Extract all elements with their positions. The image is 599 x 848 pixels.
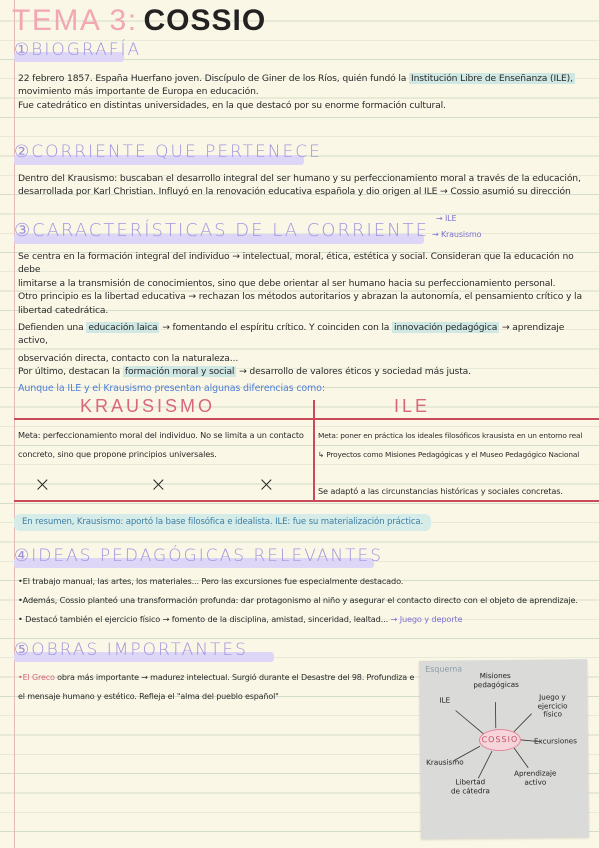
esquema-center-cossio: COSSIO: [479, 729, 521, 751]
title-tema: TEMA 3:: [12, 4, 138, 37]
krausismo-meta: Meta: perfeccionamiento moral del individuo. No se limita a un contacto: [18, 430, 304, 440]
node-juego: Juego y ejercicio físico: [537, 692, 568, 719]
section1-heading: ①BIOGRAFÍA: [14, 40, 142, 60]
section5-body: [18, 668, 416, 706]
node-misiones: Misiones pedagógicas: [473, 670, 519, 689]
node-libertad: Libertad de cátedra: [450, 777, 490, 796]
cross-mark-1: ×: [34, 472, 51, 496]
ile-meta: Meta: poner en práctica los ideales filosóficos krausista en un entorno real: [318, 431, 583, 440]
char-p6: observación directa, contacto con la naturaleza...: [18, 352, 239, 364]
obra-line1: obra más importante → madurez intelectual. Surgió durante el Desastre del 98. Profundiza e: [54, 673, 415, 682]
section2-heading: ②CORRIENTE QUE PERTENECE: [14, 142, 322, 162]
char-p2: limitarse a la transmisión de conocimientos, sino que debe orientar al ser humano hacia su perfeccionamiento personal.: [18, 277, 556, 289]
char-p4: libertad catedrática.: [18, 304, 109, 316]
obra-el-greco: El Greco: [22, 673, 55, 682]
char-laica-highlight: educación laica: [88, 322, 158, 334]
char-p1: Se centra en la formación integral del individuo → intelectual, moral, ética, estética y social. Consideran que la educación no debe: [18, 251, 574, 276]
obra-line2: el mensaje humano y estético. Refleja el "alma del pueblo español": [18, 692, 279, 701]
esquema-note: [419, 659, 589, 839]
section3-heading: ③CARACTERÍSTICAS DE LA CORRIENTE: [14, 220, 429, 241]
bio-line2: movimiento más importante de Europa en educación.: [18, 86, 259, 98]
krausismo-meta-2: concreto, sino que propone principios universales.: [18, 449, 217, 459]
ile-proyectos: ↳ Proyectos como Misiones Pedagógicas y el Museo Pedagógico Nacional: [318, 450, 580, 459]
char-formacion-highlight: formación moral y social: [124, 366, 235, 378]
char-p7c: → desarrollo de valores éticos y sociedad más justa.: [236, 366, 471, 378]
title-cossio: COSSIO: [143, 4, 267, 37]
idea-juego-deporte: → Juego y deporte: [388, 614, 463, 624]
summary-highlight: En resumen, Krausismo: aportó la base filosófica e idealista. ILE: fue su materialización práctica.: [14, 514, 431, 531]
node-aprendizaje: Aprendizaje activo: [513, 768, 557, 787]
section4-body: [18, 572, 598, 629]
obra-bullet: •: [18, 673, 23, 682]
bio-line3: Fue catedrático en distintas universidades, en la que destacó por su enorme formación cultural.: [18, 99, 446, 111]
char-innovacion-highlight: innovación pedagógica: [394, 322, 498, 334]
char-p7a: Por último, destacan la: [18, 366, 123, 378]
section3-body: [18, 250, 593, 379]
section2-body: [18, 172, 593, 199]
ile-adapto: Se adaptó a las circunstancias históricas y sociales concretas.: [318, 486, 563, 496]
arrow-krausismo: → Krausismo: [432, 230, 482, 239]
table-top-rule: [14, 418, 599, 420]
corriente-line2: desarrollada por Karl Christian. Influyó en la renovación educativa española y dio origen al ILE → Cossio asumió su dirección: [18, 186, 571, 198]
section1-body: [18, 72, 593, 112]
char-p5a: Defienden una: [18, 322, 87, 334]
bio-line1a: 22 febrero 1857. España Huerfano joven. Discípulo de Giner de los Ríos, quién fundó la: [18, 73, 410, 84]
bio-ile-highlight: Institución Libre de Enseñanza (ILE),: [411, 73, 573, 84]
ile-col-text: [318, 426, 598, 501]
char-p5e: → aprendizaje activo,: [18, 322, 565, 347]
idea-bullet-2: •Además, Cossio planteó una transformación profunda: dar protagonismo al niño y asegurar el contacto directo con el objeto de aprendizaje.: [18, 595, 578, 605]
esquema-title: Esquema: [425, 664, 463, 674]
idea-bullet-3: • Destacó también el ejercicio físico → fomento de la disciplina, amistad, sinceridad, lealtad...: [18, 614, 389, 624]
char-p5c: → fomentando el espíritu crítico. Y coinciden con la: [159, 322, 393, 334]
corriente-line1: Dentro del Krausismo: buscaban el desarrollo integral del ser humano y su perfeccionamiento moral a través de la educación,: [18, 173, 581, 184]
page-title: [12, 4, 266, 38]
col-krausismo-title: KRAUSISMO: [80, 396, 216, 416]
node-excursiones: Excursiones: [533, 736, 577, 746]
col-ile-title: ILE: [394, 396, 431, 416]
cross-mark-3: ×: [258, 472, 275, 496]
table-divider: [313, 400, 315, 500]
section5-heading: ⑤OBRAS IMPORTANTES: [14, 640, 248, 660]
krausismo-col-text: [18, 426, 310, 464]
node-krausismo: Krausismo: [426, 757, 464, 767]
cross-mark-2: ×: [150, 472, 167, 496]
char-p3: Otro principio es la libertad educativa → rechazan los métodos autoritarios y abrazan la autonomía, el pensamiento crítico y la: [18, 291, 582, 303]
idea-bullet-1: •El trabajo manual, las artes, los materiales... Pero las excursiones fue especialmente destacado.: [18, 576, 404, 586]
section4-heading: ④IDEAS PEDAGÓGICAS RELEVANTES: [14, 546, 384, 566]
differences-intro: Aunque la ILE y el Krausismo presentan algunas diferencias como:: [18, 383, 325, 394]
arrow-ile: → ILE: [436, 214, 457, 223]
node-ile: ILE: [439, 695, 451, 705]
page-margin-line: [14, 0, 15, 848]
